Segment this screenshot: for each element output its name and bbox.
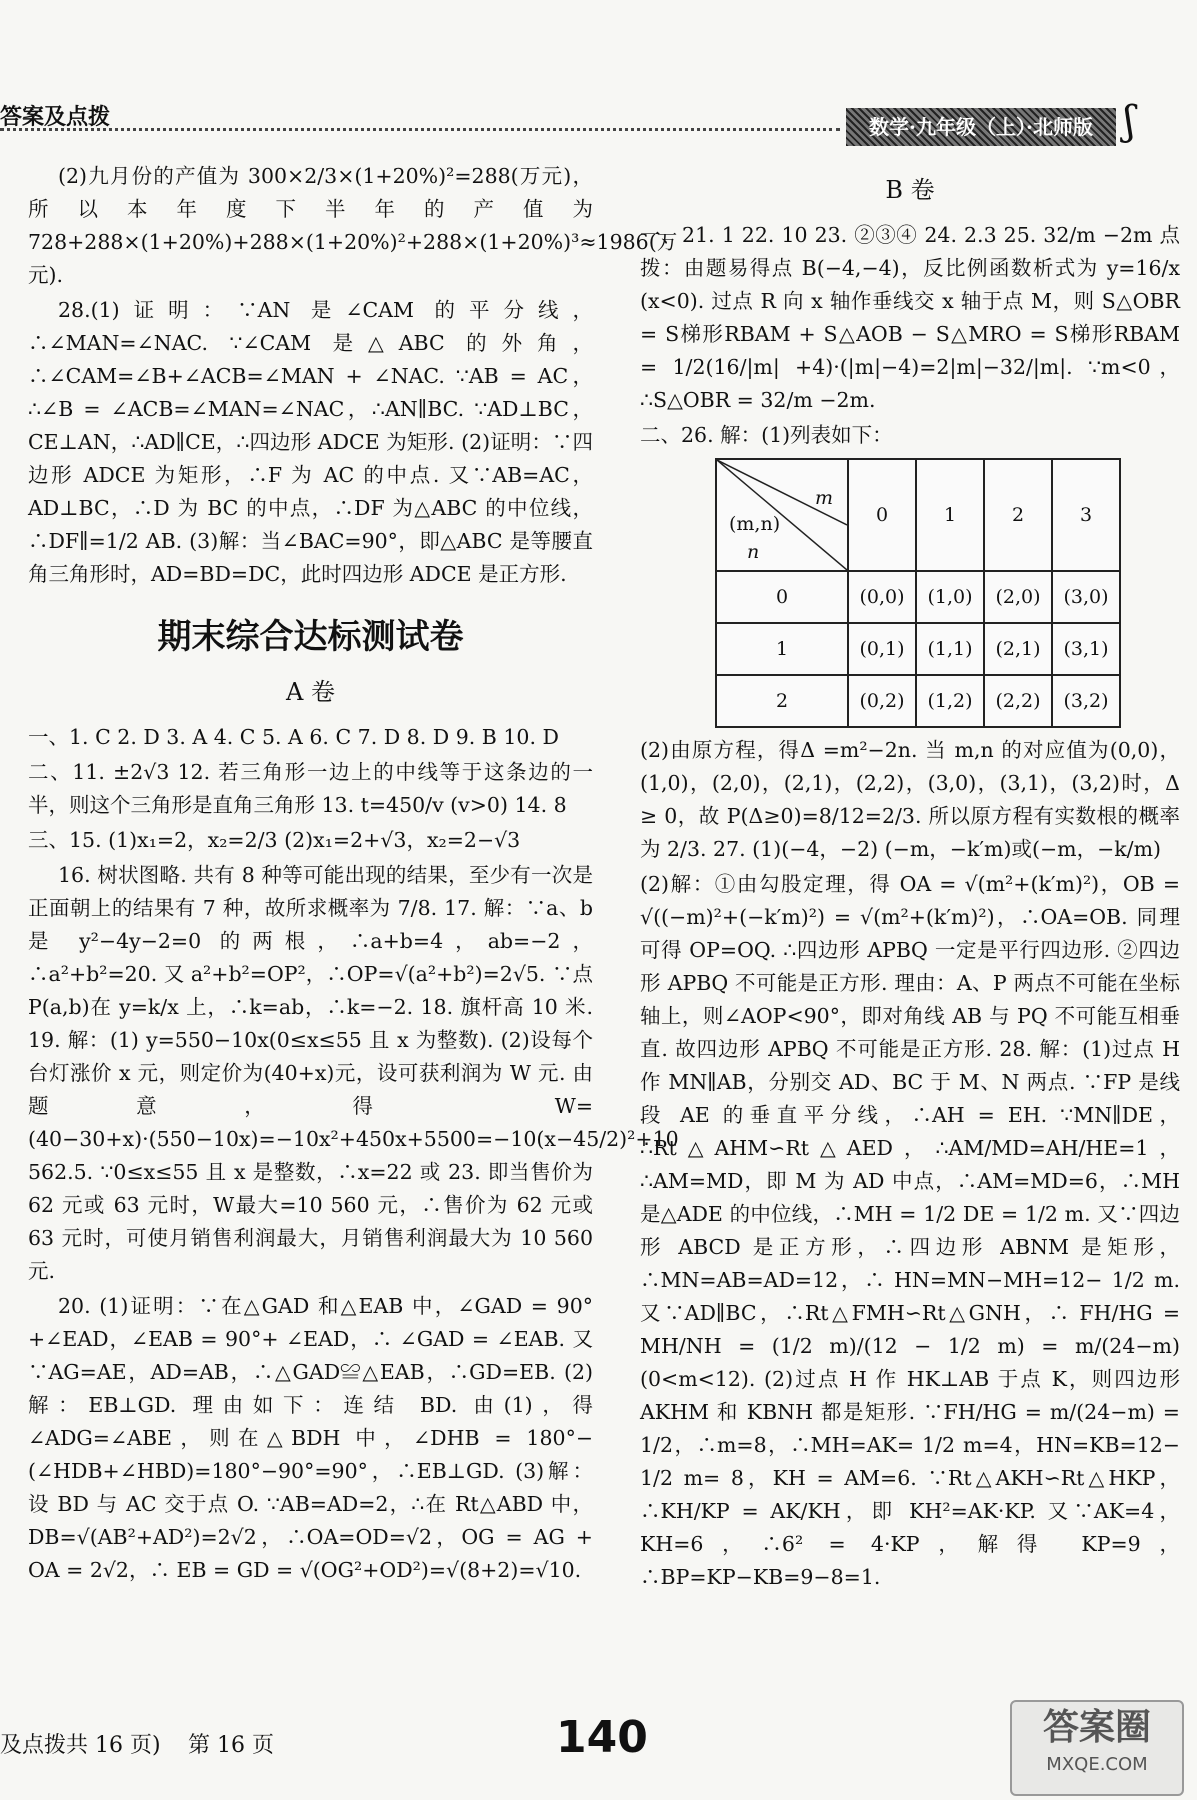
header-dotted-rule (0, 128, 840, 141)
answer-paragraph: 三、15. (1)x₁=2，x₂=2/3 (2)x₁=2+√3，x₂=2−√3 (28, 828, 521, 852)
corner-n-label: n (747, 541, 760, 563)
right-column (640, 160, 1180, 1596)
footer-left-text: 及点拨共 16 页) (0, 1733, 161, 1758)
table-cell: (0,1) (848, 623, 916, 675)
footer-page-label: 第 16 页 (188, 1733, 274, 1758)
table-row (716, 571, 1120, 623)
table-corner-cell (716, 459, 848, 571)
table-cell: (1,1) (916, 623, 984, 675)
answer-paragraph: 16. 树状图略. 共有 8 种等可能出现的结果，至少有一次是正面朝上的结果有 7 种，故所求概率为 7/8. 17. 解：∵a、b 是 y²−4y−2=0 的两根，∴a+b=4，ab=−2，∴a²+b²=20. 又 a²+b²=OP²，∴OP=√(a²+b²)=2√5. ∵点 P(a,b)在 y=k/x 上，∴k=ab，∴k=−2. 18. 旗杆高 10 米. 19. 解：(1) y=550−10x(0≤x≤55 且 x 为整数). (2)设每个台灯涨价 x 元，则定价为(40+x)元，设可获利润为 W 元. 由题意，得 W=(40−30+x)·(550−10x)=−10x²+450x+5500=−10(x−45/2)²+10 562.5. ∵0≤x≤55 且 x 是整数，∴x=22 或 23. 即当售价为 62 元或 63 元时，W最大=10 560 元，∴售价为 62 元或 63 元时，可使月销售利润最大，月销售利润最大为 10 560 元. (28, 863, 679, 1283)
sub-title-b: B 卷 (885, 176, 935, 204)
answer-paragraph: 二、11. ±2√3 12. 若三角形一边上的中线等于这条边的一半，则这个三角形是直角三角形 13. t=450/v (v>0) 14. 8 (28, 760, 593, 817)
table-cell: (0,0) (848, 571, 916, 623)
table-cell: (2,2) (984, 675, 1052, 727)
table-cell: (2,0) (984, 571, 1052, 623)
table-cell: (2,1) (984, 623, 1052, 675)
table-header-cell: 3 (1052, 459, 1120, 571)
table-header-cell: 1 (916, 459, 984, 571)
page-number: 140 (556, 1712, 648, 1763)
table-cell: (1,2) (916, 675, 984, 727)
watermark-url: MXQE.COM (1046, 1754, 1148, 1775)
answer-paragraph: 二、26. 解：(1)列表如下： (640, 423, 893, 447)
answer-paragraph: 一、1. C 2. D 3. A 4. C 5. A 6. C 7. D 8. D 9. B 10. D (28, 725, 559, 749)
table-row (716, 675, 1120, 727)
table-cell: (1,0) (916, 571, 984, 623)
corner-mn-label: (m,n) (729, 513, 781, 535)
table-row-label: 1 (716, 623, 848, 675)
header-subject-tag: 数学·九年级（上）·北师版 (846, 108, 1116, 146)
answer-paragraph: (2)九月份的产值为 300×2/3×(1+20%)²=288(万元)，所以本年度下半年的产值为 728+288×(1+20%)+288×(1+20%)²+288×(1+20%)³≈1986(万元). (28, 164, 678, 287)
watermark-logo (1010, 1700, 1184, 1796)
answer-paragraph: 20. (1)证明：∵在△GAD 和△EAB 中，∠GAD = 90°+∠EAD，∠EAB = 90°+ ∠EAD，∴ ∠GAD = ∠EAB. 又∵AG=AE，AD=AB，∴△GAD≌△EAB，∴GD=EB. (2)解：EB⊥GD. 理由如下：连结 BD. 由(1)，得∠ADG=∠ABE，则在△BDH 中，∠DHB = 180°−(∠HDB+∠HBD)=180°−90°=90°，∴EB⊥GD. (3)解：设 BD 与 AC 交于点 O. ∵AB=AD=2，∴在 Rt△ABD 中，DB=√(AB²+AD²)=2√2，∴OA=OD=√2，OG = AG + OA = 2√2，∴ EB = GD = √(OG²+OD²)=√(8+2)=√10. (28, 1294, 593, 1582)
header-title: 答案及点拨 (0, 104, 111, 130)
answer-paragraph: (2)由原方程，得Δ =m²−2n. 当 m,n 的对应值为(0,0)，(1,0)，(2,0)，(2,1)，(2,2)，(3,0)，(3,1)，(3,2)时，Δ ≥ 0，故 P(Δ≥0)=8/12=2/3. 所以原方程有实数根的概率为 2/3. 27. (1)(−4，−2) (−m，−k′m)或(−m，−k/m) (640, 738, 1180, 861)
answer-paragraph: 28.(1)证明：∵AN 是∠CAM 的平分线，∴∠MAN=∠NAC. ∵∠CAM 是△ABC 的外角，∴∠CAM=∠B+∠ACB=∠MAN + ∠NAC. ∵AB = AC，∴∠B = ∠ACB=∠MAN=∠NAC，∴AN∥BC. ∵AD⊥BC，CE⊥AN，∴AD∥CE，∴四边形 ADCE 为矩形. (2)证明：∵四边形 ADCE 为矩形，∴F 为 AC 的中点. 又∵AB=AC，AD⊥BC，∴D 为 BC 的中点，∴DF 为△ABC 的中位线，∴DF∥=1/2 AB. (3)解：当∠BAC=90°，即△ABC 是等腰直角三角形时，AD=BD=DC，此时四边形 ADCE 是正方形. (28, 298, 593, 586)
watermark-main-text: 答案圈 (1042, 1707, 1151, 1748)
table-cell: (3,2) (1052, 675, 1120, 727)
table-header-cell: 2 (984, 459, 1052, 571)
section-title: 期末综合达标测试卷 (157, 617, 464, 657)
table-cell: (3,1) (1052, 623, 1120, 675)
header-ornament-icon: ʃ (1124, 98, 1135, 144)
table-row (716, 623, 1120, 675)
answer-paragraph: (2)解：①由勾股定理，得 OA = √(m²+(k′m)²)，OB = √((−m)²+(−k′m)²) = √(m²+(k′m)²)，∴OA=OB. 同理可得 OP=OQ. ∴四边形 APBQ 一定是平行四边形. ②四边形 APBQ 不可能是正方形. 理由：A、P 两点不可能在坐标轴上，则∠AOP<90°，即对角线 AB 与 PQ 不可能互相垂直. 故四边形 APBQ 不可能是正方形. 28. 解：(1)过点 H 作 MN∥AB，分别交 AD、BC 于 M、N 两点. ∵FP 是线段 AE 的垂直平分线，∴AH = EH. ∵MN∥DE，∴Rt△AHM∽Rt△AED，∴AM/MD=AH/HE=1，∴AM=MD，即 M 为 AD 中点，∴AM=MD=6，∴MH 是△ADE 的中位线，∴MH = 1/2 DE = 1/2 m. 又∵四边形 ABCD 是正方形，∴四边形 ABNM 是矩形，∴MN=AB=AD=12，∴ HN=MN−MH=12− 1/2 m. 又∵AD∥BC，∴Rt△FMH∽Rt△GNH，∴ FH/HG = MH/NH = (1/2 m)/(12 − 1/2 m) = m/(24−m) (0<m<12). (2)过点 H 作 HK⊥AB 于点 K，则四边形 AKHM 和 KBNH 都是矩形. ∵FH/HG = m/(24−m) = 1/2，∴m=8，∴MH=AK= 1/2 m=4，HN=KB=12− 1/2 m= 8，KH = AM=6. ∵Rt△AKH∽Rt△HKP，∴KH/KP = AK/KH，即 KH²=AK·KP. 又∵AK=4，KH=6，∴6² = 4·KP，解得 KP=9，∴BP=KP−KB=9−8=1. (640, 872, 1180, 1589)
table-header-row (716, 459, 1120, 571)
table-header-cell: 0 (848, 459, 916, 571)
corner-m-label: m (814, 487, 833, 509)
table-cell: (0,2) (848, 675, 916, 727)
answer-paragraph: 一、21. 1 22. 10 23. ②③④ 24. 2.3 25. 32/m −2m 点拨：由题易得点 B(−4,−4)，反比例函数析式为 y=16/x (x<0). 过点 R 向 x 轴作垂线交 x 轴于点 M，则 S△OBR = S梯形RBAM + S△AOB − S△MRO = S梯形RBAM = 1/2(16/|m| +4)·(|m|−4)=2|m|−32/|m|. ∵m<0，∴S△OBR = 32/m −2m. (640, 223, 1180, 412)
table-row-label: 2 (716, 675, 848, 727)
table-cell: (3,0) (1052, 571, 1120, 623)
sub-title-a: A 卷 (286, 678, 335, 706)
probability-table (715, 458, 1121, 728)
table-row-label: 0 (716, 571, 848, 623)
left-column (28, 160, 679, 1589)
